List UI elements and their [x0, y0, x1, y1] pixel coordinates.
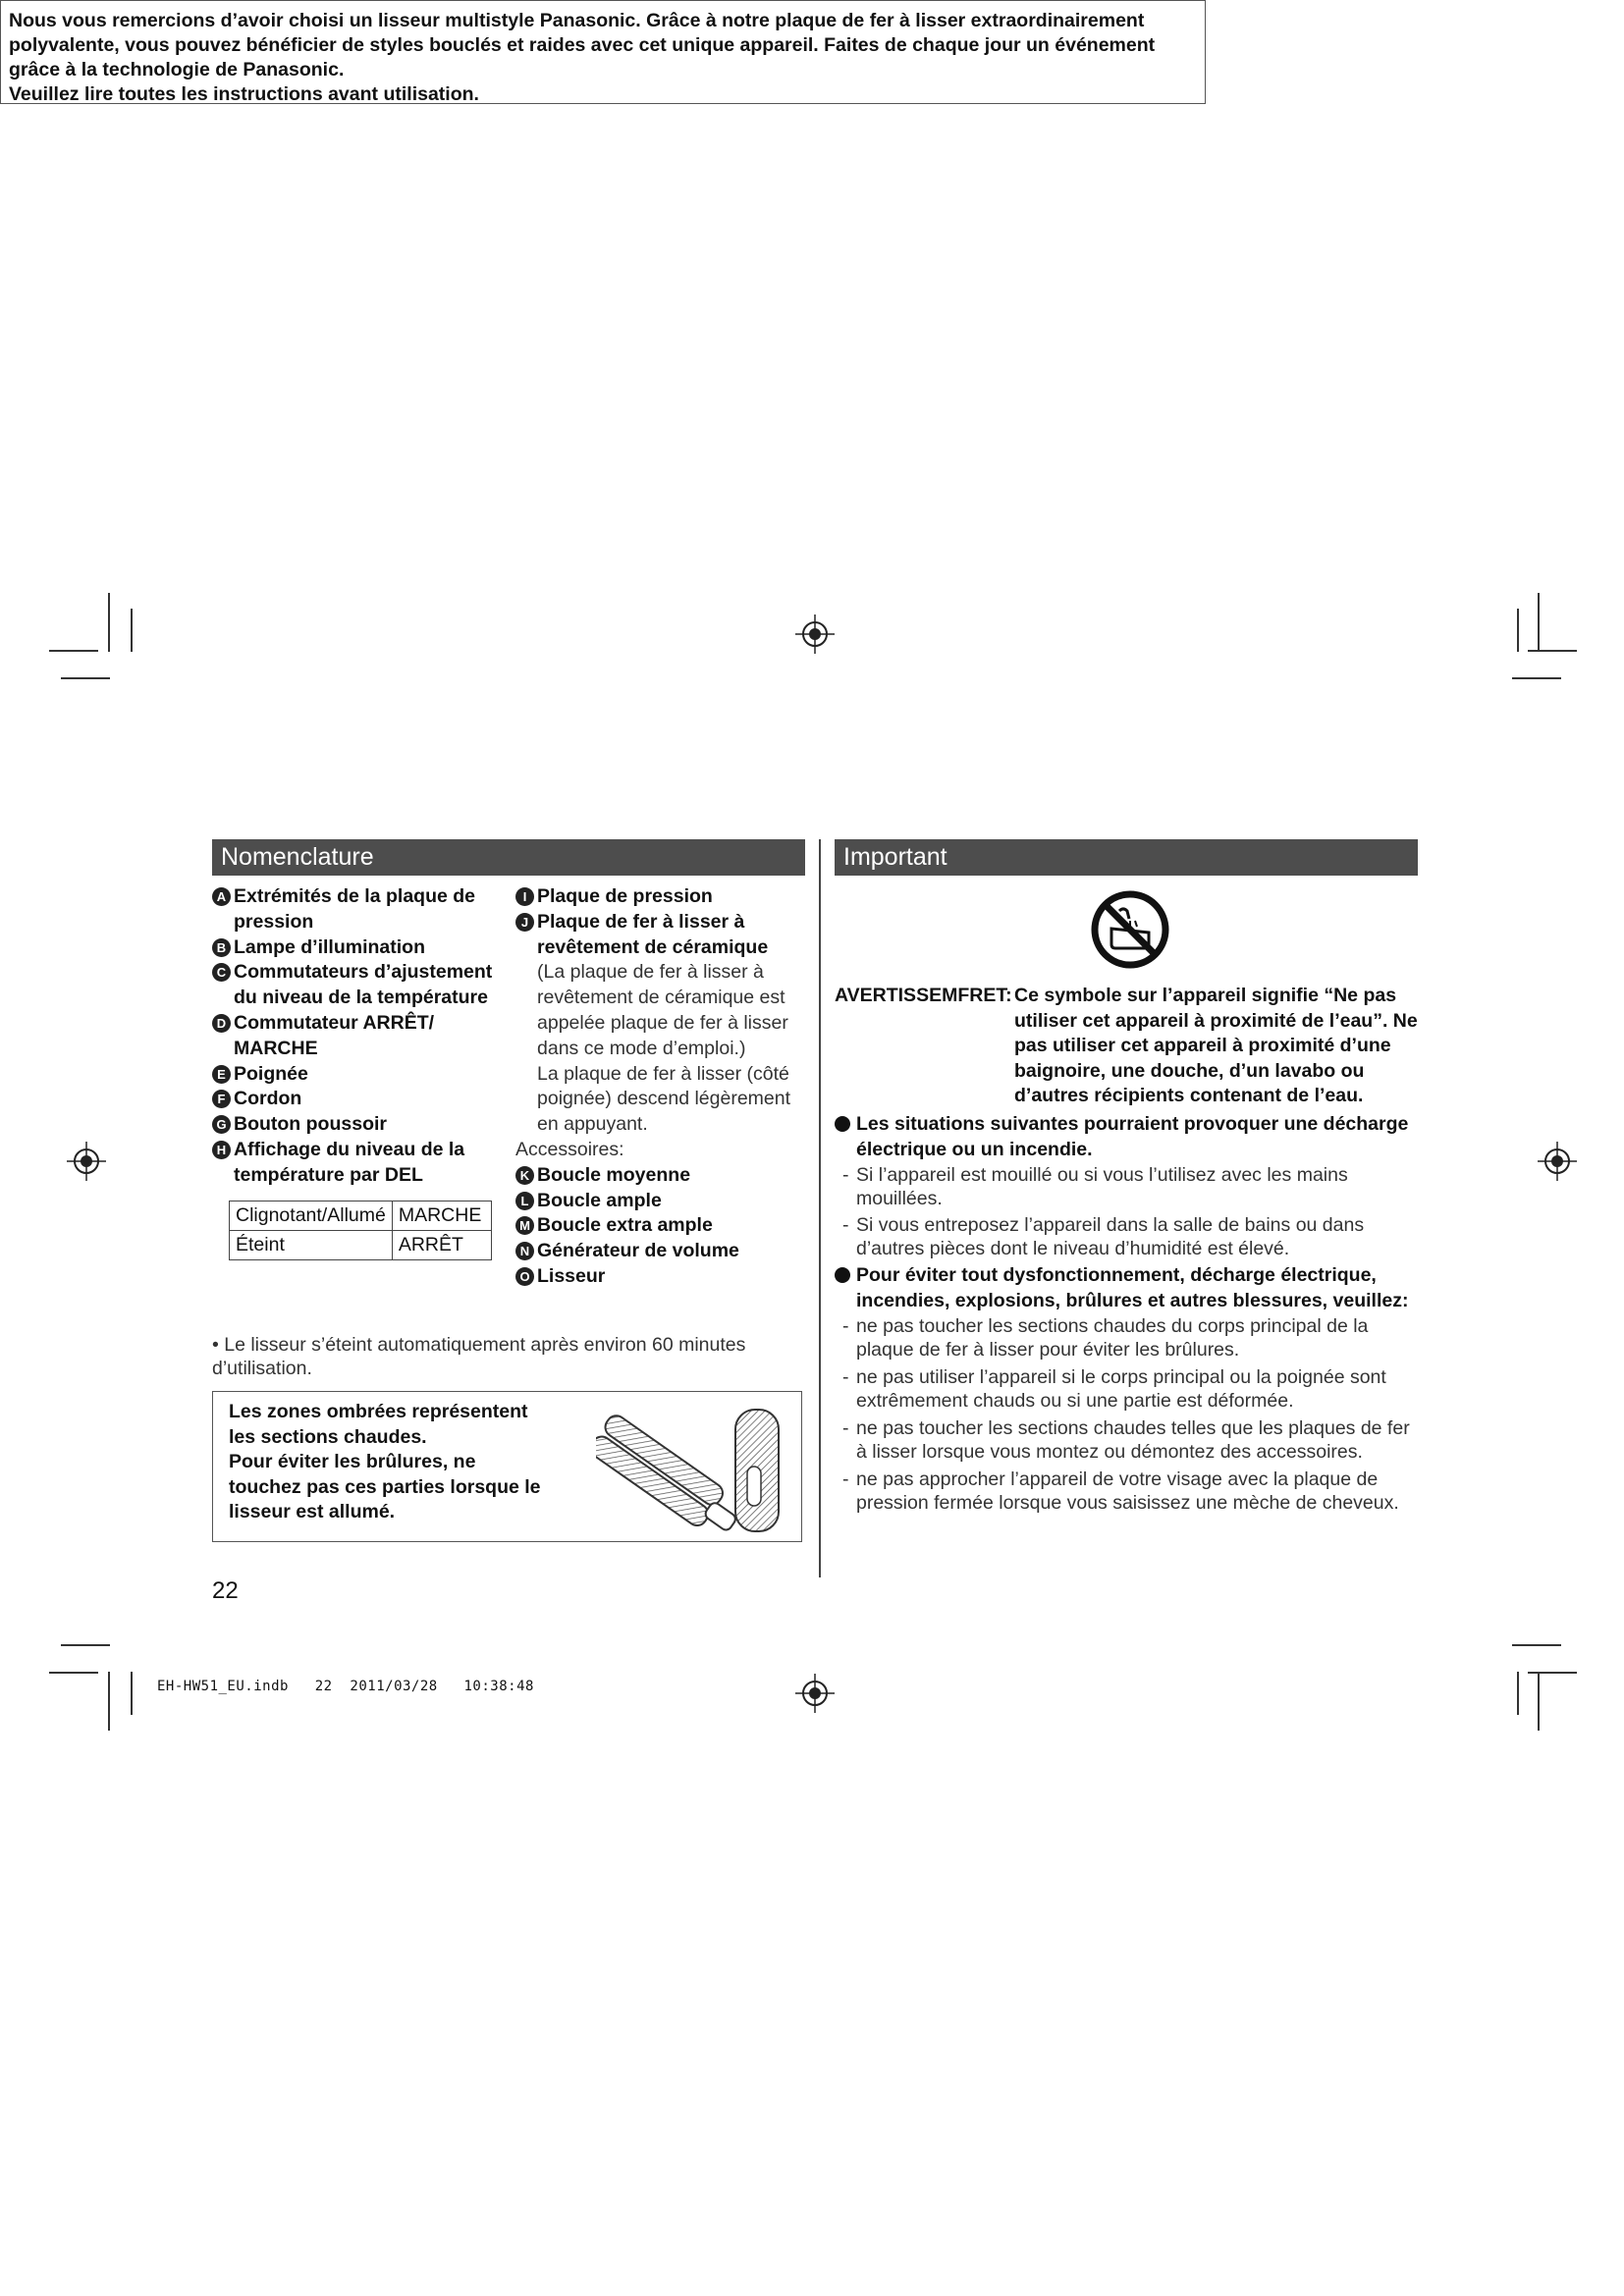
dash-line: mouillées.	[856, 1188, 943, 1209]
list-item: N Générateur de volume	[515, 1239, 805, 1264]
bullet-icon	[835, 1116, 850, 1132]
nomenclature-title: Nomenclature	[221, 843, 374, 871]
registration-mark-icon	[1538, 1142, 1577, 1181]
list-item: G Bouton poussoir	[212, 1112, 507, 1138]
plate-note	[515, 960, 805, 1138]
crop-mark	[1538, 1672, 1540, 1731]
note-line: dans ce mode d’emploi.)	[537, 1037, 746, 1059]
letter-badge: L	[515, 1192, 534, 1210]
hot-zone-line: lisseur est allumé.	[229, 1501, 396, 1523]
warning-line: pas utiliser cet appareil à proximité d’une	[1014, 1035, 1391, 1057]
letter-badge: C	[212, 963, 231, 982]
important-heading	[835, 839, 1418, 876]
registration-mark-icon	[795, 1674, 835, 1713]
dash-mark: -	[842, 1468, 849, 1490]
letter-badge: E	[212, 1065, 231, 1084]
note-line: (La plaque de fer à lisser à	[537, 961, 764, 984]
letter-badge: B	[212, 938, 231, 957]
crop-mark	[1528, 650, 1577, 652]
list-item: D Commutateur ARRÊT/ MARCHE	[212, 1011, 507, 1062]
important-title: Important	[843, 843, 947, 871]
dash-line: d’autres pièces dont le niveau d’humidité est élevé.	[856, 1238, 1290, 1259]
hair-iron-illustration-icon	[596, 1406, 792, 1535]
hot-zone-box	[212, 1391, 802, 1542]
dash-item	[842, 1213, 1422, 1260]
crop-mark	[1517, 609, 1519, 652]
intro-line: Nous vous remercions d’avoir choisi un lisseur multistyle Panasonic. Grâce à notre plaque de fer à lisser extraordinairement	[9, 10, 1145, 31]
dash-line: à lisser lorsque vous montez ou démontez des accessoires.	[856, 1441, 1363, 1463]
auto-off-note: • Le lisseur s’éteint automatiquement après environ 60 minutes d’utilisation.	[212, 1334, 746, 1379]
bullet-line: Pour éviter tout dysfonctionnement, décharge électrique,	[856, 1264, 1377, 1286]
dash-line: ne pas approcher l’appareil de votre visage avec la plaque de	[856, 1468, 1379, 1490]
crop-mark	[61, 1644, 110, 1646]
bullet-line: Les situations suivantes pourraient provoquer une décharge	[856, 1113, 1409, 1135]
nomenclature-left-list	[212, 884, 507, 1189]
bullet-line: électrique ou un incendie.	[856, 1138, 1093, 1160]
list-item: I Plaque de pression	[515, 884, 805, 910]
letter-badge: N	[515, 1242, 534, 1260]
list-item: K Boucle moyenne	[515, 1163, 805, 1189]
list-item: E Poignée	[212, 1062, 507, 1088]
crop-mark	[49, 1672, 98, 1674]
table-row	[230, 1231, 492, 1260]
crop-mark	[1512, 1644, 1561, 1646]
letter-badge: A	[212, 887, 231, 906]
led-status-table	[229, 1201, 492, 1260]
letter-badge: M	[515, 1216, 534, 1235]
crop-mark	[131, 609, 133, 652]
nomenclature-heading	[212, 839, 805, 876]
list-item: C Commutateurs d’ajustement du niveau de la température	[212, 960, 507, 1011]
note-line: en appuyant.	[537, 1113, 648, 1136]
intro-box	[0, 0, 1206, 104]
page-number: 22	[212, 1577, 239, 1604]
letter-badge: K	[515, 1166, 534, 1185]
list-item: J Plaque de fer à lisser à revêtement de céramique	[515, 910, 805, 961]
table-row	[230, 1201, 492, 1231]
letter-badge: J	[515, 913, 534, 932]
list-item: B Lampe d’illumination	[212, 935, 507, 961]
dash-mark: -	[842, 1164, 849, 1186]
list-item: H Affichage du niveau de la température par DEL	[212, 1138, 507, 1189]
warning-text	[1014, 984, 1427, 1109]
list-item: M Boucle extra ample	[515, 1213, 805, 1239]
crop-mark	[49, 650, 98, 652]
letter-badge: H	[212, 1141, 231, 1159]
dash-line: ne pas toucher les sections chaudes telles que les plaques de fer	[856, 1417, 1410, 1439]
bullet-line: incendies, explosions, brûlures et autres blessures, veuillez:	[856, 1289, 1409, 1311]
letter-badge: I	[515, 887, 534, 906]
registration-mark-icon	[795, 614, 835, 654]
warning-line: utiliser cet appareil à proximité de l’eau”. Ne	[1014, 1009, 1418, 1032]
dash-line: pression fermée lorsque vous saisissez une mèche de cheveux.	[856, 1492, 1399, 1514]
bullet-item	[835, 1112, 1424, 1162]
list-item: A Extrémités de la plaque de pression	[212, 884, 507, 935]
dash-mark: -	[842, 1315, 849, 1337]
dash-line: plaque de fer à lisser pour éviter les brûlures.	[856, 1339, 1240, 1361]
registration-mark-icon	[67, 1142, 106, 1181]
dash-item	[842, 1468, 1422, 1515]
warning-line: d’autres récipients contenant de l’eau.	[1014, 1085, 1364, 1107]
note-line: revêtement de céramique est	[537, 987, 785, 1009]
intro-line: Veuillez lire toutes les instructions avant utilisation.	[9, 83, 479, 105]
table-cell: ARRÊT	[392, 1231, 491, 1260]
dash-line: Si l’appareil est mouillé ou si vous l’utilisez avec les mains	[856, 1164, 1348, 1186]
crop-mark	[108, 593, 110, 652]
letter-badge: G	[212, 1115, 231, 1134]
crop-mark	[61, 677, 110, 679]
crop-mark	[108, 1672, 110, 1731]
hot-zone-line: Pour éviter les brûlures, ne	[229, 1451, 476, 1473]
crop-mark	[131, 1672, 133, 1715]
accessories-label: Accessoires:	[515, 1138, 624, 1160]
warning-line: Ce symbole sur l’appareil signifie “Ne pas	[1014, 985, 1397, 1006]
note-line: La plaque de fer à lisser (côté	[537, 1062, 789, 1085]
hot-zone-line: Les zones ombrées représentent	[229, 1401, 528, 1422]
dash-item	[842, 1163, 1422, 1210]
crop-mark	[1517, 1672, 1519, 1715]
list-item: L Boucle ample	[515, 1189, 805, 1214]
dash-item	[842, 1416, 1422, 1464]
no-water-symbol-icon	[1090, 889, 1170, 970]
note-line: appelée plaque de fer à lisser	[537, 1011, 788, 1034]
crop-mark	[1512, 677, 1561, 679]
hot-zone-text	[229, 1400, 563, 1525]
dash-line: extrêmement chauds ou si une partie est déformée.	[856, 1390, 1294, 1412]
bullet-item	[835, 1263, 1424, 1313]
intro-line: polyvalente, vous pouvez bénéficier de styles bouclés et raides avec cet unique appareil. Faites de chaque jour un événement	[9, 34, 1156, 56]
dash-line: ne pas utiliser l’appareil si le corps principal ou la poignée sont	[856, 1366, 1386, 1388]
print-slug: EH-HW51_EU.indb 22 2011/03/28 10:38:48	[157, 1679, 534, 1694]
bullet-icon	[835, 1267, 850, 1283]
dash-mark: -	[842, 1214, 849, 1236]
warning-lead: AVERTISSEMFRET:	[835, 985, 1012, 1006]
dash-mark: -	[842, 1366, 849, 1388]
list-item: F Cordon	[212, 1087, 507, 1112]
hot-zone-line: les sections chaudes.	[229, 1425, 427, 1448]
list-item: O Lisseur	[515, 1264, 805, 1290]
dash-line: ne pas toucher les sections chaudes du corps principal de la	[856, 1315, 1369, 1337]
dash-item	[842, 1314, 1422, 1362]
nomenclature-right-list	[515, 884, 805, 1290]
column-divider	[819, 839, 821, 1577]
crop-mark	[1528, 1672, 1577, 1674]
table-cell: MARCHE	[392, 1201, 491, 1231]
dash-item	[842, 1365, 1422, 1413]
letter-badge: F	[212, 1090, 231, 1108]
dash-mark: -	[842, 1417, 849, 1439]
table-cell: Clignotant/Allumé	[230, 1201, 393, 1231]
crop-mark	[1538, 593, 1540, 652]
letter-badge: O	[515, 1267, 534, 1286]
note-line: poignée) descend légèrement	[537, 1088, 791, 1110]
table-cell: Éteint	[230, 1231, 393, 1260]
hot-zone-line: touchez pas ces parties lorsque le	[229, 1475, 541, 1498]
letter-badge: D	[212, 1014, 231, 1033]
intro-line: grâce à la technologie de Panasonic.	[9, 59, 345, 80]
dash-line: Si vous entreposez l’appareil dans la salle de bains ou dans	[856, 1214, 1365, 1236]
warning-line: baignoire, une douche, d’un lavabo ou	[1014, 1059, 1365, 1082]
